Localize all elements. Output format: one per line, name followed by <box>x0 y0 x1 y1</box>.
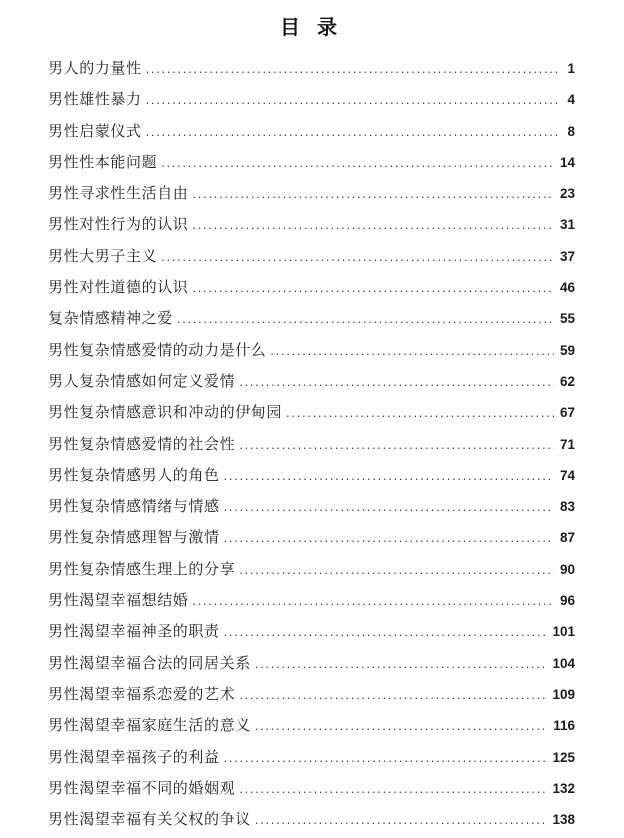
toc-leader-dots <box>192 280 554 295</box>
toc-entry-page-number: 116 <box>553 718 575 734</box>
toc-entry-label: 男性性本能问题 <box>48 154 158 171</box>
toc-leader-dots <box>286 405 554 420</box>
toc-leader-dots <box>239 437 554 452</box>
toc-entry[interactable] <box>48 148 575 179</box>
toc-entry-page-number: 109 <box>552 686 575 702</box>
toc-entry-page-number: 104 <box>552 655 575 671</box>
toc-leader-dots <box>255 656 547 671</box>
toc-entry[interactable] <box>48 242 575 273</box>
toc-entry-label: 男性复杂情感意识和冲动的伊甸园 <box>48 405 283 422</box>
toc-entry-page-number: 1 <box>567 61 575 76</box>
toc-entry[interactable] <box>48 680 575 711</box>
toc-entry-label: 男性复杂情感爱情的动力是什么 <box>48 342 267 359</box>
toc-entry-page-number: 46 <box>559 280 575 296</box>
toc-entry-label: 男性渴望幸福家庭生活的意义 <box>48 718 251 735</box>
toc-entry-page-number: 37 <box>559 248 575 264</box>
toc-entry-label: 男性渴望幸福有关父权的争议 <box>48 812 251 829</box>
toc-entry-label: 男人复杂情感如何定义爱情 <box>48 373 236 390</box>
toc-entry-label: 复杂情感精神之爱 <box>48 311 173 328</box>
toc-entry-page-number: 96 <box>559 593 575 609</box>
toc-entry-page-number: 14 <box>559 154 575 170</box>
toc-entry[interactable] <box>48 430 575 461</box>
toc-leader-dots <box>224 624 547 639</box>
toc-entry-page-number: 132 <box>552 780 575 796</box>
toc-entry-page-number: 59 <box>559 342 575 358</box>
toc-leader-dots <box>146 61 562 76</box>
toc-leader-dots <box>161 249 554 264</box>
toc-entry-label: 男性复杂情感爱情的社会性 <box>48 436 236 453</box>
toc-leader-dots <box>270 343 554 358</box>
toc-entry-label: 男性启蒙仪式 <box>48 123 142 140</box>
toc-entry[interactable] <box>48 117 575 148</box>
toc-entry-page-number: 8 <box>567 123 575 139</box>
toc-entry-label: 男性渴望幸福神圣的职责 <box>48 624 220 641</box>
toc-entry[interactable] <box>48 492 575 523</box>
toc-entry-page-number: 83 <box>559 499 575 515</box>
toc-entry-label: 男性渴望幸福不同的婚姻观 <box>48 780 236 797</box>
toc-entry-page-number: 125 <box>552 749 575 765</box>
toc-entry-page-number: 87 <box>559 530 575 546</box>
toc-entry-label: 男性复杂情感男人的角色 <box>48 467 220 484</box>
toc-title: 目 录 <box>280 17 343 39</box>
toc-entry-page-number: 138 <box>552 812 575 828</box>
toc-entry-page-number: 101 <box>552 624 575 640</box>
toc-entry[interactable] <box>48 54 575 85</box>
toc-leader-dots <box>239 562 554 577</box>
toc-entry-page-number: 4 <box>567 92 575 108</box>
toc-entry-label: 男性复杂情感生理上的分享 <box>48 561 236 578</box>
toc-leader-dots <box>239 374 554 389</box>
toc-entry-label: 男人的力量性 <box>48 61 142 77</box>
toc-entry-label: 男性渴望幸福合法的同居关系 <box>48 655 251 672</box>
toc-entry[interactable] <box>48 649 575 680</box>
toc-entry-label: 男性渴望幸福想结婚 <box>48 593 189 610</box>
toc-leader-dots <box>146 92 562 107</box>
toc-entry[interactable] <box>48 774 575 805</box>
toc-leader-dots <box>239 781 546 796</box>
toc-entry-label: 男性对性道德的认识 <box>48 280 189 297</box>
toc-entry[interactable] <box>48 210 575 241</box>
toc-entry[interactable] <box>48 555 575 586</box>
toc-entry[interactable] <box>48 179 575 210</box>
toc-entry[interactable] <box>48 586 575 617</box>
toc-entry[interactable] <box>48 711 575 742</box>
toc-entry[interactable] <box>48 85 575 116</box>
toc-entry-label: 男性雄性暴力 <box>48 92 142 109</box>
toc-entry-page-number: 55 <box>559 311 575 327</box>
toc-entry[interactable] <box>48 617 575 648</box>
toc-leader-dots <box>224 499 554 514</box>
toc-list <box>48 54 575 836</box>
toc-entry-page-number: 31 <box>559 217 575 233</box>
toc-entry[interactable] <box>48 336 575 367</box>
toc-entry[interactable] <box>48 805 575 836</box>
toc-entry-page-number: 67 <box>559 405 575 421</box>
toc-leader-dots <box>192 593 554 608</box>
toc-leader-dots <box>224 530 554 545</box>
toc-leader-dots <box>146 124 562 139</box>
toc-entry-page-number: 71 <box>559 436 575 452</box>
toc-entry[interactable] <box>48 523 575 554</box>
toc-leader-dots <box>192 186 554 201</box>
toc-entry[interactable] <box>48 273 575 304</box>
toc-leader-dots <box>224 468 554 483</box>
toc-entry-page-number: 62 <box>559 373 575 389</box>
toc-leader-dots <box>177 311 554 326</box>
toc-entry-label: 男性寻求性生活自由 <box>48 186 189 203</box>
toc-leader-dots <box>239 687 546 702</box>
toc-entry-label: 男性渴望幸福孩子的利益 <box>48 749 220 766</box>
toc-entry-page-number: 90 <box>559 561 575 577</box>
toc-entry[interactable] <box>48 367 575 398</box>
toc-entry-label: 男性大男子主义 <box>48 248 158 265</box>
toc-entry[interactable] <box>48 461 575 492</box>
toc-leader-dots <box>161 155 554 170</box>
toc-entry-label: 男性对性行为的认识 <box>48 217 189 234</box>
toc-entry[interactable] <box>48 304 575 335</box>
toc-leader-dots <box>255 718 547 733</box>
toc-entry-page-number: 74 <box>559 467 575 483</box>
toc-leader-dots <box>255 812 547 827</box>
toc-entry[interactable] <box>48 743 575 774</box>
toc-entry-label: 男性复杂情感情绪与情感 <box>48 499 220 516</box>
toc-entry-page-number: 23 <box>559 186 575 202</box>
toc-leader-dots <box>224 750 547 765</box>
toc-entry-label: 男性复杂情感理智与激情 <box>48 530 220 547</box>
toc-entry[interactable] <box>48 398 575 429</box>
toc-entry-label: 男性渴望幸福系恋爱的艺术 <box>48 686 236 703</box>
toc-leader-dots <box>192 217 554 232</box>
